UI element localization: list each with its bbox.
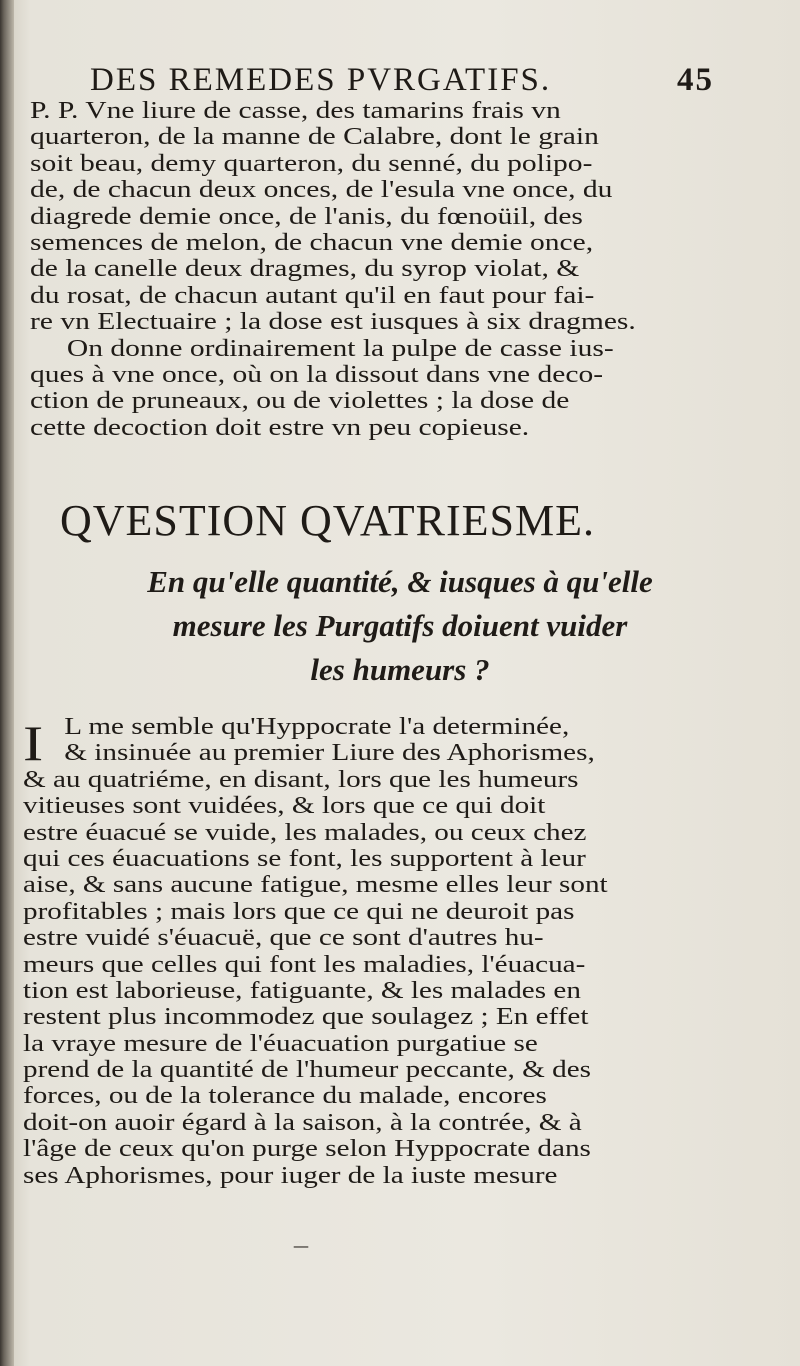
text-line: ses Aphorismes, pour iuger de la iuste mesure: [23, 1162, 558, 1189]
text-line: cette decoction doit estre vn peu copieuse.: [30, 414, 530, 441]
recipe-text: [30, 98, 756, 441]
text-line: estre éuacué se vuide, les malades, ou ceux chez: [23, 819, 587, 846]
text-line: l'âge de ceux qu'on purge selon Hyppocrate dans: [23, 1136, 591, 1163]
text-line: aise, & sans aucune fatigue, mesme elles leur sont: [23, 872, 608, 899]
subtitle-line: En qu'elle quantité, & iusques à qu'elle: [147, 564, 653, 599]
text-line: quarteron, de la manne de Calabre, dont le grain: [30, 124, 599, 151]
page-number: 45: [677, 62, 714, 98]
text-line: ction de pruneaux, ou de violettes ; la dose de: [30, 388, 570, 415]
text-line: prend de la quantité de l'humeur peccante, & des: [23, 1057, 591, 1084]
text-line: vitieuses sont vuidées, & lors que ce qui doit: [23, 793, 546, 820]
text-line: du rosat, de chacun autant qu'il en faut pour fai-: [30, 282, 595, 309]
answer-paragraph: [23, 714, 764, 1189]
text-line: L me semble qu'Hyppocrate l'a determinée,: [64, 714, 570, 740]
drop-cap: I: [23, 715, 44, 771]
running-header: [90, 62, 780, 99]
text-line: & au quatriéme, en disant, lors que les humeurs: [23, 766, 579, 793]
subtitle-line: les humeurs ?: [310, 652, 490, 687]
text-line: qui ces éuacuations se font, les supportent à leur: [23, 845, 586, 872]
text-line: de, de chacun deux onces, de l'esula vne once, du: [30, 177, 613, 204]
text-line: semences de melon, de chacun vne demie once,: [30, 229, 594, 256]
text-line: profitables ; mais lors que ce qui ne deuroit pas: [23, 898, 575, 925]
footer-mark: —: [293, 1236, 309, 1255]
text-line: On donne ordinairement la pulpe de casse ius-: [66, 335, 614, 362]
question-title: QVESTION QVATRIESME.: [60, 496, 595, 545]
text-line: meurs que celles qui font les maladies, l'éuacua-: [23, 951, 586, 978]
text-line: ques à vne once, où on la dissout dans vne deco-: [30, 361, 604, 388]
text-line: doit-on auoir égard à la saison, à la contrée, & à: [23, 1109, 582, 1136]
subtitle-line: mesure les Purgatifs doiuent vuider: [172, 608, 628, 643]
text-line: tion est laborieuse, fatiguante, & les malades en: [23, 977, 581, 1004]
text-line: soit beau, demy quarteron, du senné, du polipo-: [30, 150, 593, 177]
text-line: re vn Electuaire ; la dose est iusques à six dragmes.: [30, 309, 636, 336]
text-line: diagrede demie once, de l'anis, du fœnoüil, des: [30, 203, 583, 230]
text-line: estre vuidé s'éuacuë, que ce sont d'autres hu-: [23, 925, 544, 952]
text-line: forces, ou de la tolerance du malade, encores: [23, 1083, 547, 1110]
question-subtitle: [0, 560, 800, 692]
text-line: & insinuée au premier Liure des Aphorismes,: [64, 740, 595, 767]
text-line: restent plus incommodez que soulagez ; En effet: [23, 1004, 589, 1031]
text-line: la vraye mesure de l'éuacuation purgatiue se: [23, 1030, 538, 1057]
text-line: de la canelle deux dragmes, du syrop violat, &: [30, 256, 580, 283]
running-title: DES REMEDES PVRGATIFS.: [90, 62, 552, 98]
text-line: P. P. Vne liure de casse, des tamarins frais vn: [30, 98, 561, 124]
